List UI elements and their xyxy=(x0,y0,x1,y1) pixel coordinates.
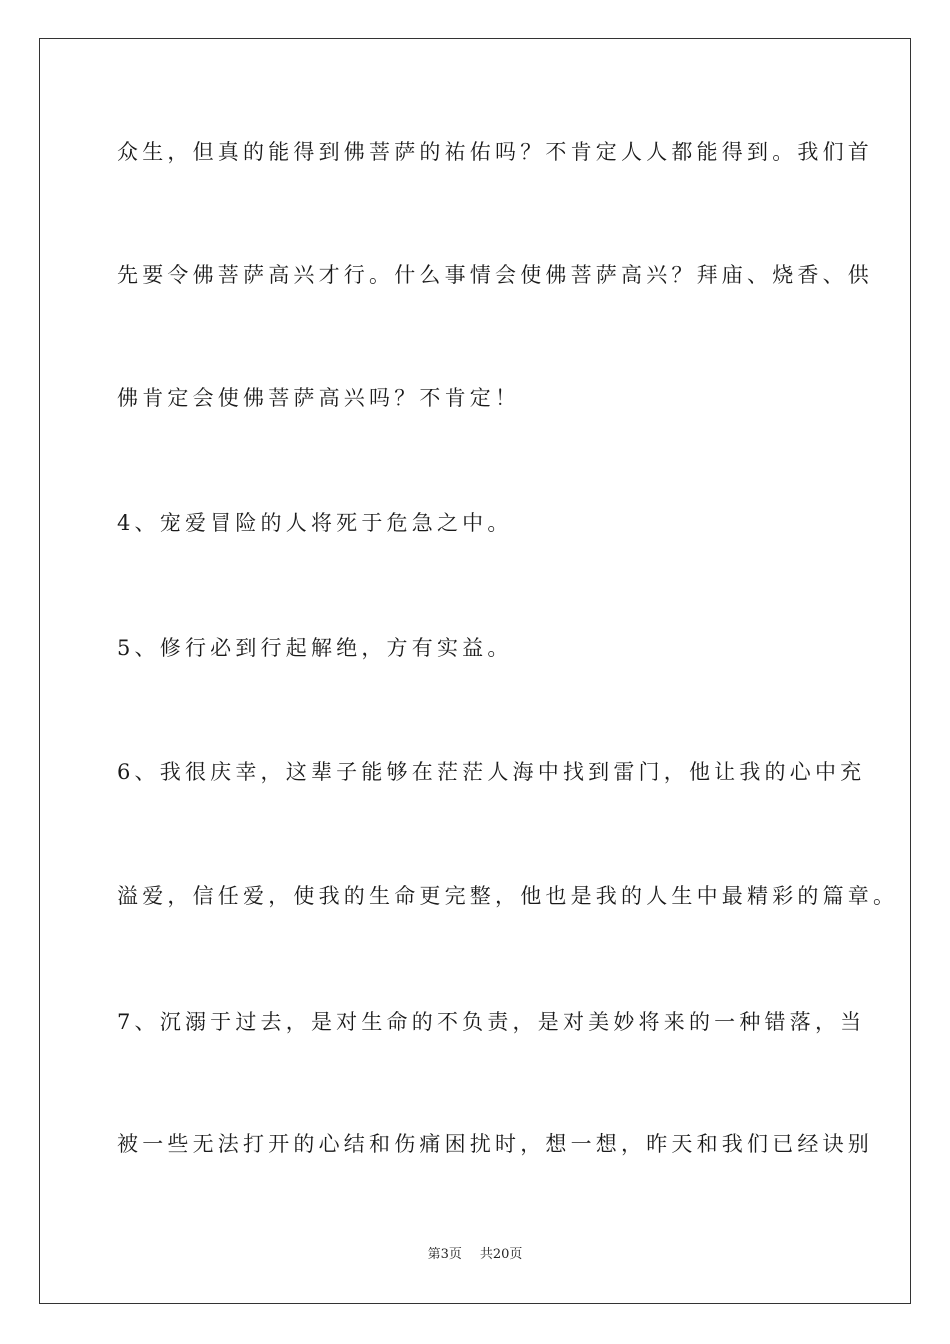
text-line-9: 被一些无法打开的心结和伤痛困扰时，想一想，昨天和我们已经诀别 xyxy=(117,1132,873,1156)
text-line-6: 6、我很庆幸，这辈子能够在茫茫人海中找到雷门，他让我的心中充 xyxy=(117,760,866,784)
text-line-3: 佛肯定会使佛菩萨高兴吗？不肯定！ xyxy=(117,386,521,410)
text-line-5: 5、修行必到行起解绝，方有实益。 xyxy=(117,636,513,660)
text-line-4: 4、宠爱冒险的人将死于危急之中。 xyxy=(117,511,513,535)
page-number: 第3页 xyxy=(427,1247,462,1262)
text-line-1: 众生，但真的能得到佛菩萨的祐佑吗？不肯定人人都能得到。我们首 xyxy=(117,140,873,164)
page-border xyxy=(39,38,911,1304)
text-line-8: 7、沉溺于过去，是对生命的不负责，是对美妙将来的一种错落，当 xyxy=(117,1010,866,1034)
page-footer xyxy=(0,1246,950,1264)
text-line-2: 先要令佛菩萨高兴才行。什么事情会使佛菩萨高兴？拜庙、烧香、供 xyxy=(117,263,873,287)
page-total: 共20页 xyxy=(479,1247,523,1262)
text-line-7: 溢爱，信任爱，使我的生命更完整，他也是我的人生中最精彩的篇章。 xyxy=(117,884,899,908)
